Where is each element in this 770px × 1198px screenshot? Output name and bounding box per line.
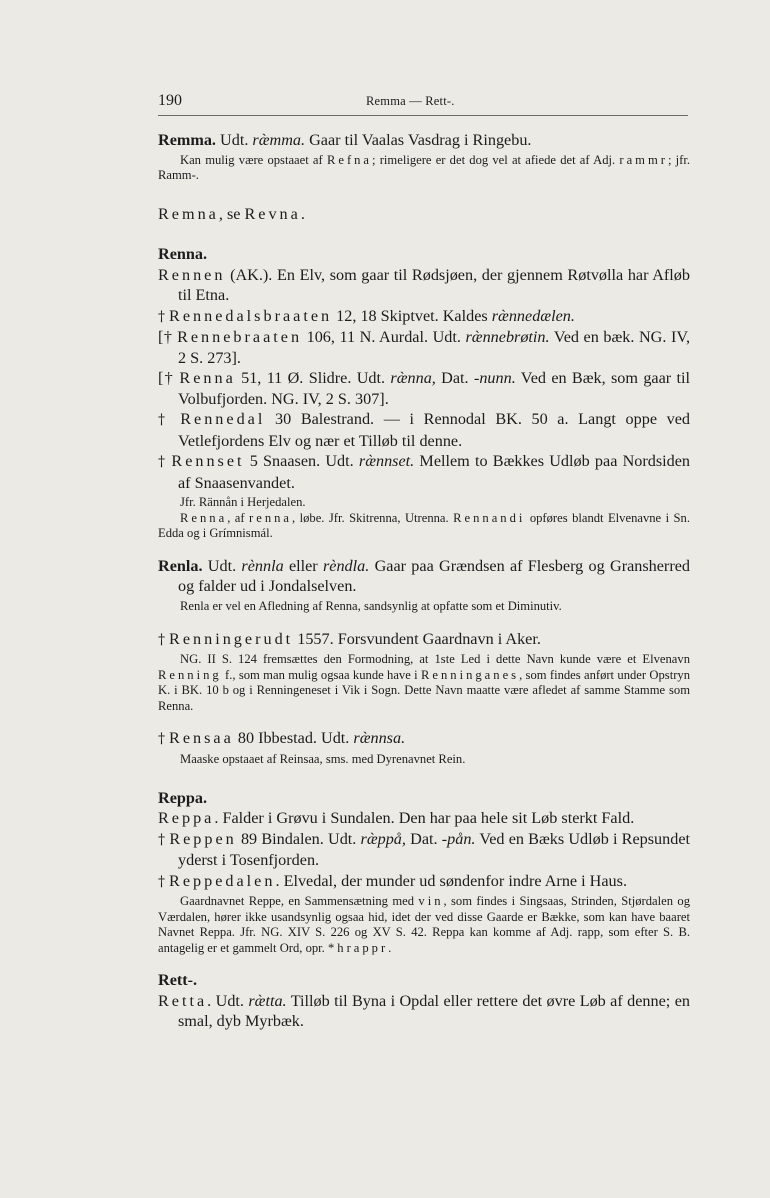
section-reppa: Reppa. (158, 788, 208, 807)
running-head (158, 92, 688, 114)
entry-reppa: Reppa. Falder i Grøvu i Sundalen. Den har paa hele sit Løb sterkt Fald. (158, 809, 635, 828)
entry-rennedal: † Rennedal 30 Balestrand. — i Rennodal BK. 50 a. Langt oppe ved Vetlefjordens Elv og nær et Tilløb til denne. (158, 410, 691, 450)
note-renningerudt: NG. II S. 124 fremsættes den Formodning, at 1ste Led i dette Navn kunde være et Elvenavn Renning f., som man mulig ogsaa kunde have i Renninganes, som findes anført under Opstryn K. i BK. 10 b og i Renningeneset i Vik i Sogn. Dette Navn maatte være afledet af samme Stamme som Renna. (158, 652, 690, 713)
entry-renningerudt: † Renningerudt 1557. Forsvundent Gaardnavn i Aker. (158, 629, 541, 648)
entry-retta: Retta. Udt. ræ̀tta. Tilløb til Byna i Opdal eller rettere det øvre Løb af denne; en smal, dyb Myrbæk. (158, 991, 690, 1031)
entry-reppen: † Reppen 89 Bindalen. Udt. ræ̀ppå, Dat. -pån. Ved en Bæks Udløb i Repsundet yderst i Tosenfjorden. (158, 829, 691, 870)
section-rett: Rett-. (158, 971, 198, 990)
entry-head: Remma. (158, 131, 216, 149)
entry-rennen: Rennen (AK.). En Elv, som gaar til Rødsjøen, der gjennem Røtvølla har Afløb til Etna. (158, 265, 690, 305)
note-remma: Kan mulig være opstaaet af Refna; rimeligere er det dog vel at afiede det af Adj. rammr; jfr. Ramm-. (158, 152, 690, 183)
note-renna-2: Renna, af renna, løbe. Jfr. Skitrenna, Utrenna. Rennandi opføres blandt Elvenavne i Sn. Edda og i Grímnismál. (158, 510, 690, 541)
note-renla: Renla er vel en Afledning af Renna, sandsynlig at opfatte som et Diminutiv. (180, 598, 562, 613)
header-rule (158, 115, 688, 116)
page-content (158, 130, 690, 1032)
entry-rensaa: † Rensaa 80 Ibbestad. Udt. ræ̀nnsa. (158, 729, 406, 748)
entry-renla: Renla. Udt. rènnla eller rèndla. Gaar paa Grændsen af Flesberg og Gransherred og falder ud i Jondalselven. (158, 556, 690, 596)
running-title: Remma — Rett-. (366, 94, 455, 108)
entry-remma: Remma. Udt. ræ̀mma. Gaar til Vaalas Vasdrag i Ringebu. (158, 131, 532, 149)
entry-rennset: † Rennset 5 Snaasen. Udt. ræ̀nnset. Mellem to Bækkes Udløb paa Nordsiden af Snaasenvandet. (158, 452, 691, 492)
entry-reppedalen: † Reppedalen. Elvedal, der munder ud søndenfor indre Arne i Haus. (158, 871, 628, 890)
entry-remna: Remna, se Revna. (158, 204, 305, 223)
note-renna-1: Jfr. Rännån i Herjedalen. (180, 495, 306, 510)
page-number: 190 (158, 92, 182, 109)
entry-rennebraaten: [† Rennebraaten 106, 11 N. Aurdal. Udt. ræ̀nnebrøtin. Ved en bæk. NG. IV, 2 S. 273]. (158, 328, 690, 367)
note-rensaa: Maaske opstaaet af Reinsaa, sms. med Dyrenavnet Rein. (180, 751, 466, 766)
note-reppa: Gaardnavnet Reppe, en Sammensætning med vin, som findes i Singsaas, Strinden, Stjørdalen og Værdalen, hører ikke usandsynlig ogsaa hid, idet der ved disse Gaarde er Bække, som kan have baaret Navnet Reppa. Jfr. NG. XIV S. 226 og XV S. 42. Reppa kan komme af Adj. rapp, som efter S. B. antagelig er et gammelt Ord, opr. *hrappr. (158, 894, 690, 955)
entry-renna-slidre: [† Renna 51, 11 Ø. Slidre. Udt. ræ̀nna, Dat. -nunn. Ved en Bæk, som gaar til Volbufjorden. NG. IV, 2 S. 307]. (158, 369, 691, 408)
entry-rennedalsbraaten: † Rennedalsbraaten 12, 18 Skiptvet. Kaldes ræ̀nnedælen. (158, 306, 575, 325)
section-renna: Renna. (158, 245, 208, 264)
